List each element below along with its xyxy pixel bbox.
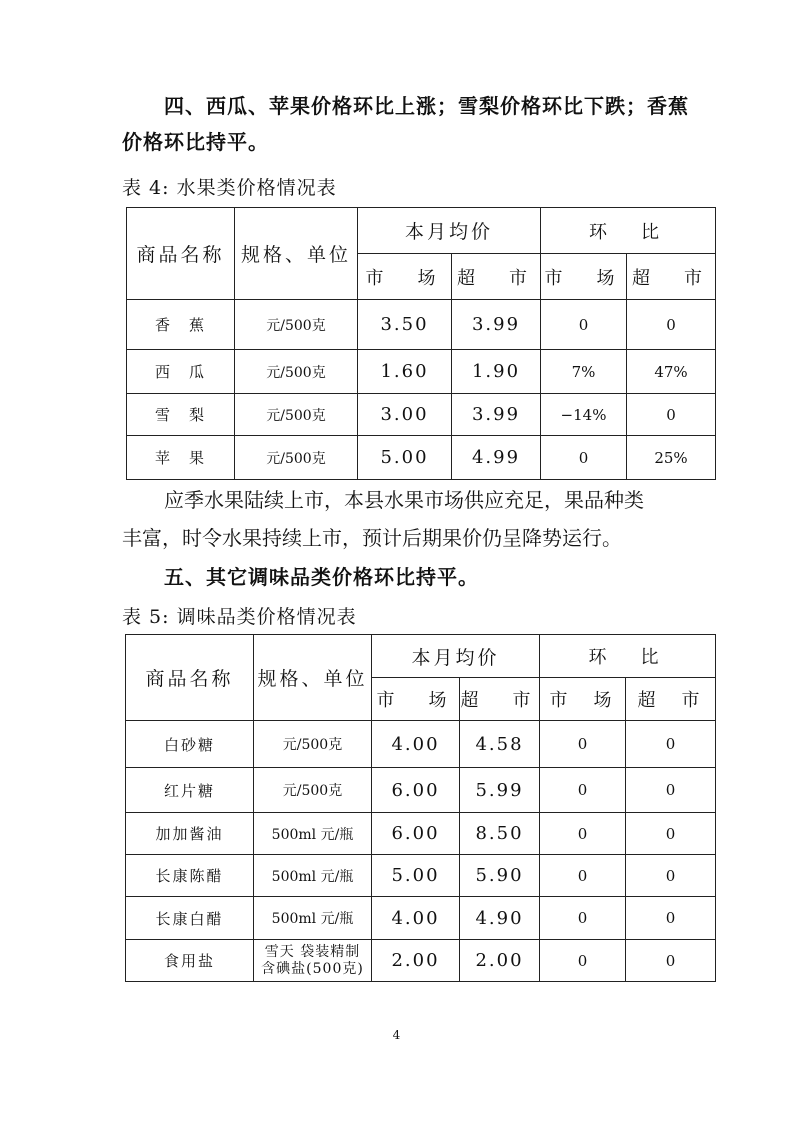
- cell-unit-line2: 含碘盐(500克): [261, 960, 364, 977]
- table-row: [126, 855, 716, 897]
- cell-unit-line1: 雪天 袋装精制: [264, 943, 361, 960]
- cell-ratio-market: 0: [540, 721, 626, 768]
- section4-heading-line1: 四、西瓜、苹果价格环比上涨；雪梨价格环比下跌；香蕉: [164, 94, 689, 118]
- table5-header-name: 商品名称: [126, 635, 254, 721]
- table-row: [127, 394, 716, 436]
- cell-unit: 元/500克: [235, 300, 358, 350]
- cell-name: 食用盐: [126, 940, 254, 982]
- table4-header-ratio-super: 超 市: [627, 254, 716, 300]
- section4-heading-line2: 价格环比持平。: [122, 130, 269, 154]
- cell-avg-market: 3.50: [358, 300, 452, 350]
- table4-header-avg-market: 市 场: [358, 254, 452, 300]
- table5-header-avg-market: 市 场: [372, 678, 460, 721]
- cell-name: 苹 果: [127, 436, 235, 480]
- table4-header-unit: 规格、单位: [235, 208, 358, 300]
- cell-ratio-super: 0: [626, 813, 716, 855]
- cell-ratio-super: 0: [626, 897, 716, 940]
- cell-ratio-super: 0: [627, 394, 716, 436]
- cell-avg-market: 5.00: [372, 855, 460, 897]
- table-row: [126, 768, 716, 813]
- cell-avg-market: 1.60: [358, 350, 452, 394]
- table5-header-avg: 本月均价: [372, 635, 540, 678]
- cell-avg-super: 2.00: [460, 940, 540, 982]
- cell-ratio-super: 25%: [627, 436, 716, 480]
- cell-avg-super: 1.90: [452, 350, 541, 394]
- cell-unit: 元/500克: [235, 350, 358, 394]
- table-row: [126, 897, 716, 940]
- section5-heading: 五、其它调味品类价格环比持平。: [164, 565, 479, 589]
- table5-condiment-prices: [125, 634, 716, 982]
- cell-unit: 500ml 元/瓶: [254, 855, 372, 897]
- table4-header-ratio-market: 市 场: [541, 254, 627, 300]
- cell-avg-market: 3.00: [358, 394, 452, 436]
- table4-fruit-prices: [126, 207, 716, 480]
- table-row: [126, 813, 716, 855]
- cell-unit: 元/500克: [254, 721, 372, 768]
- cell-unit: 元/500克: [254, 768, 372, 813]
- cell-avg-market: 2.00: [372, 940, 460, 982]
- cell-ratio-market: 0: [540, 813, 626, 855]
- cell-ratio-market: 7%: [541, 350, 627, 394]
- table4-header-avg-super: 超 市: [452, 254, 541, 300]
- cell-name: 长康陈醋: [126, 855, 254, 897]
- cell-ratio-market: 0: [540, 940, 626, 982]
- cell-unit: [254, 940, 372, 982]
- cell-avg-market: 6.00: [372, 768, 460, 813]
- cell-unit: 元/500克: [235, 436, 358, 480]
- cell-avg-super: 5.90: [460, 855, 540, 897]
- cell-avg-super: 4.90: [460, 897, 540, 940]
- cell-avg-market: 4.00: [372, 897, 460, 940]
- cell-name: 加加酱油: [126, 813, 254, 855]
- table5-caption: 表 5: 调味品类价格情况表: [122, 606, 357, 628]
- cell-name: 长康白醋: [126, 897, 254, 940]
- cell-ratio-market: −14%: [541, 394, 627, 436]
- cell-avg-super: 3.99: [452, 300, 541, 350]
- fruit-paragraph-line1: 应季水果陆续上市，本县水果市场供应充足，果品种类: [164, 488, 644, 512]
- table5-header-ratio-super: 超 市: [626, 678, 716, 721]
- table5-header-ratio: 环 比: [540, 635, 716, 678]
- cell-unit: 500ml 元/瓶: [254, 813, 372, 855]
- fruit-paragraph-line2: 丰富，时令水果持续上市，预计后期果价仍呈降势运行。: [122, 526, 622, 550]
- cell-name: 红片糖: [126, 768, 254, 813]
- cell-ratio-super: 0: [626, 768, 716, 813]
- table4-header-name: 商品名称: [127, 208, 235, 300]
- cell-ratio-super: 0: [626, 855, 716, 897]
- table4-header-ratio: 环 比: [541, 208, 716, 254]
- cell-avg-super: 8.50: [460, 813, 540, 855]
- table-row: [127, 300, 716, 350]
- cell-ratio-super: 0: [627, 300, 716, 350]
- cell-avg-market: 4.00: [372, 721, 460, 768]
- cell-name: 西 瓜: [127, 350, 235, 394]
- table-row: [127, 436, 716, 480]
- cell-ratio-super: 0: [626, 721, 716, 768]
- table4-header-avg: 本月均价: [358, 208, 541, 254]
- cell-avg-market: 5.00: [358, 436, 452, 480]
- cell-avg-market: 6.00: [372, 813, 460, 855]
- cell-avg-super: 4.99: [452, 436, 541, 480]
- cell-ratio-market: 0: [540, 897, 626, 940]
- table5-header-avg-super: 超 市: [460, 678, 540, 721]
- cell-avg-super: 4.58: [460, 721, 540, 768]
- cell-ratio-market: 0: [541, 436, 627, 480]
- cell-ratio-market: 0: [541, 300, 627, 350]
- cell-unit: 500ml 元/瓶: [254, 897, 372, 940]
- cell-name: 白砂糖: [126, 721, 254, 768]
- table-row: [126, 940, 716, 982]
- table4-caption: 表 4: 水果类价格情况表: [122, 177, 337, 199]
- table-row: [127, 350, 716, 394]
- cell-ratio-super: 0: [626, 940, 716, 982]
- cell-ratio-super: 47%: [627, 350, 716, 394]
- cell-avg-super: 3.99: [452, 394, 541, 436]
- cell-name: 雪 梨: [127, 394, 235, 436]
- cell-avg-super: 5.99: [460, 768, 540, 813]
- cell-ratio-market: 0: [540, 855, 626, 897]
- table5-header-ratio-market: 市 场: [540, 678, 626, 721]
- page-number: 4: [392, 1028, 401, 1042]
- cell-unit: 元/500克: [235, 394, 358, 436]
- cell-ratio-market: 0: [540, 768, 626, 813]
- table5-header-unit: 规格、单位: [254, 635, 372, 721]
- cell-name: 香 蕉: [127, 300, 235, 350]
- table-row: [126, 721, 716, 768]
